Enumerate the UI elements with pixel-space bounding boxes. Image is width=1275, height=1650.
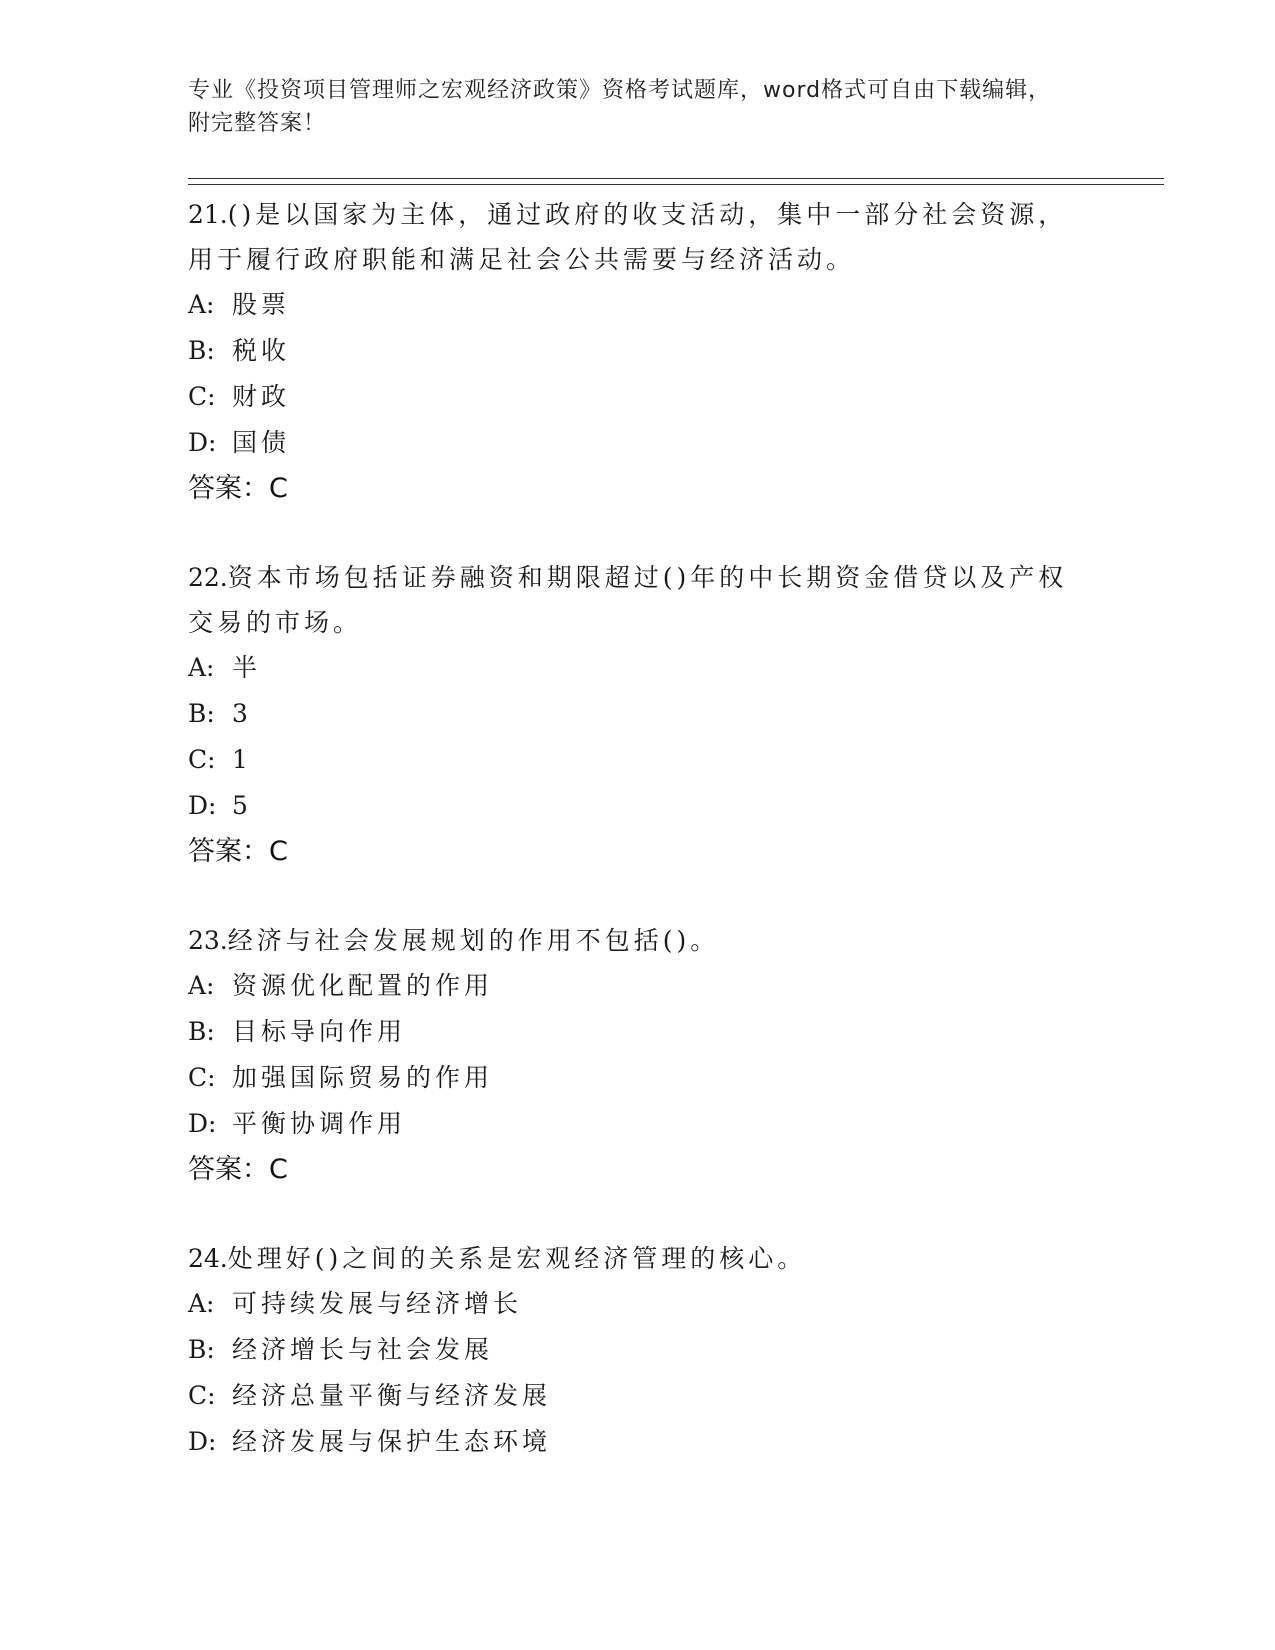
option-key: B: xyxy=(188,1335,215,1364)
option-text: 财政 xyxy=(232,382,291,411)
question-number: 23. xyxy=(188,926,228,955)
option-key: A: xyxy=(188,653,215,682)
option-text: 国债 xyxy=(232,428,291,457)
question-text: 经济与社会发展规划的作用不包括()。 xyxy=(227,926,720,955)
option-b xyxy=(188,691,1088,737)
document-header: 专业《投资项目管理师之宏观经济政策》资格考试题库，word格式可自由下载编辑，附完整答案！ xyxy=(188,78,1052,136)
option-text: 半 xyxy=(232,653,262,682)
option-key: B: xyxy=(188,1017,215,1046)
question-stem xyxy=(188,192,1088,282)
option-text: 经济总量平衡与经济发展 xyxy=(232,1381,552,1410)
option-key: C: xyxy=(188,745,216,774)
option-key: C: xyxy=(188,1063,216,1092)
question-stem xyxy=(188,1236,1088,1281)
option-a xyxy=(188,645,1088,691)
option-a xyxy=(188,1281,1088,1327)
option-c xyxy=(188,1055,1088,1101)
question-list xyxy=(188,192,1088,1508)
option-a xyxy=(188,282,1088,328)
option-text: 加强国际贸易的作用 xyxy=(232,1063,494,1092)
question-23 xyxy=(188,918,1088,1193)
option-d xyxy=(188,1419,1088,1465)
option-key: A: xyxy=(188,290,215,319)
option-text: 目标导向作用 xyxy=(232,1017,407,1046)
option-text: 股票 xyxy=(232,290,291,319)
question-21 xyxy=(188,192,1088,512)
option-text: 经济发展与保护生态环境 xyxy=(232,1427,552,1456)
question-number: 22. xyxy=(188,563,228,592)
question-22 xyxy=(188,555,1088,875)
option-text: 税收 xyxy=(232,336,291,365)
option-key: A: xyxy=(188,1289,215,1318)
option-d xyxy=(188,1101,1088,1147)
option-b xyxy=(188,328,1088,374)
option-text: 可持续发展与经济增长 xyxy=(232,1289,523,1318)
option-text: 平衡协调作用 xyxy=(232,1109,407,1138)
option-b xyxy=(188,1009,1088,1055)
option-d xyxy=(188,783,1088,829)
option-key: C: xyxy=(188,1381,216,1410)
option-c xyxy=(188,1373,1088,1419)
option-b xyxy=(188,1327,1088,1373)
question-text: 处理好()之间的关系是宏观经济管理的核心。 xyxy=(227,1244,807,1273)
option-key: D: xyxy=(188,791,217,820)
option-key: B: xyxy=(188,336,215,365)
header-divider xyxy=(188,178,1164,185)
answer-line: 答案：C xyxy=(188,473,288,504)
option-key: B: xyxy=(188,699,215,728)
question-text: ()是以国家为主体，通过政府的收支活动，集中一部分社会资源，用于履行政府职能和满足社会公共需要与经济活动。 xyxy=(188,200,1068,274)
answer-line: 答案：C xyxy=(188,836,288,867)
option-a xyxy=(188,963,1088,1009)
question-24 xyxy=(188,1236,1088,1465)
option-text: 5 xyxy=(232,791,252,820)
question-text: 资本市场包括证券融资和期限超过()年的中长期资金借贷以及产权交易的市场。 xyxy=(188,563,1068,637)
option-text: 3 xyxy=(232,699,252,728)
question-number: 24. xyxy=(188,1244,228,1273)
option-key: D: xyxy=(188,1427,217,1456)
option-key: C: xyxy=(188,382,216,411)
option-c xyxy=(188,374,1088,420)
question-stem xyxy=(188,555,1088,645)
question-stem xyxy=(188,918,1088,963)
option-key: A: xyxy=(188,971,215,1000)
question-number: 21. xyxy=(188,200,228,229)
option-text: 经济增长与社会发展 xyxy=(232,1335,494,1364)
option-c xyxy=(188,737,1088,783)
option-text: 1 xyxy=(232,745,252,774)
option-text: 资源优化配置的作用 xyxy=(232,971,494,1000)
option-key: D: xyxy=(188,1109,217,1138)
option-d xyxy=(188,420,1088,466)
option-key: D: xyxy=(188,428,217,457)
answer-line: 答案：C xyxy=(188,1154,288,1185)
